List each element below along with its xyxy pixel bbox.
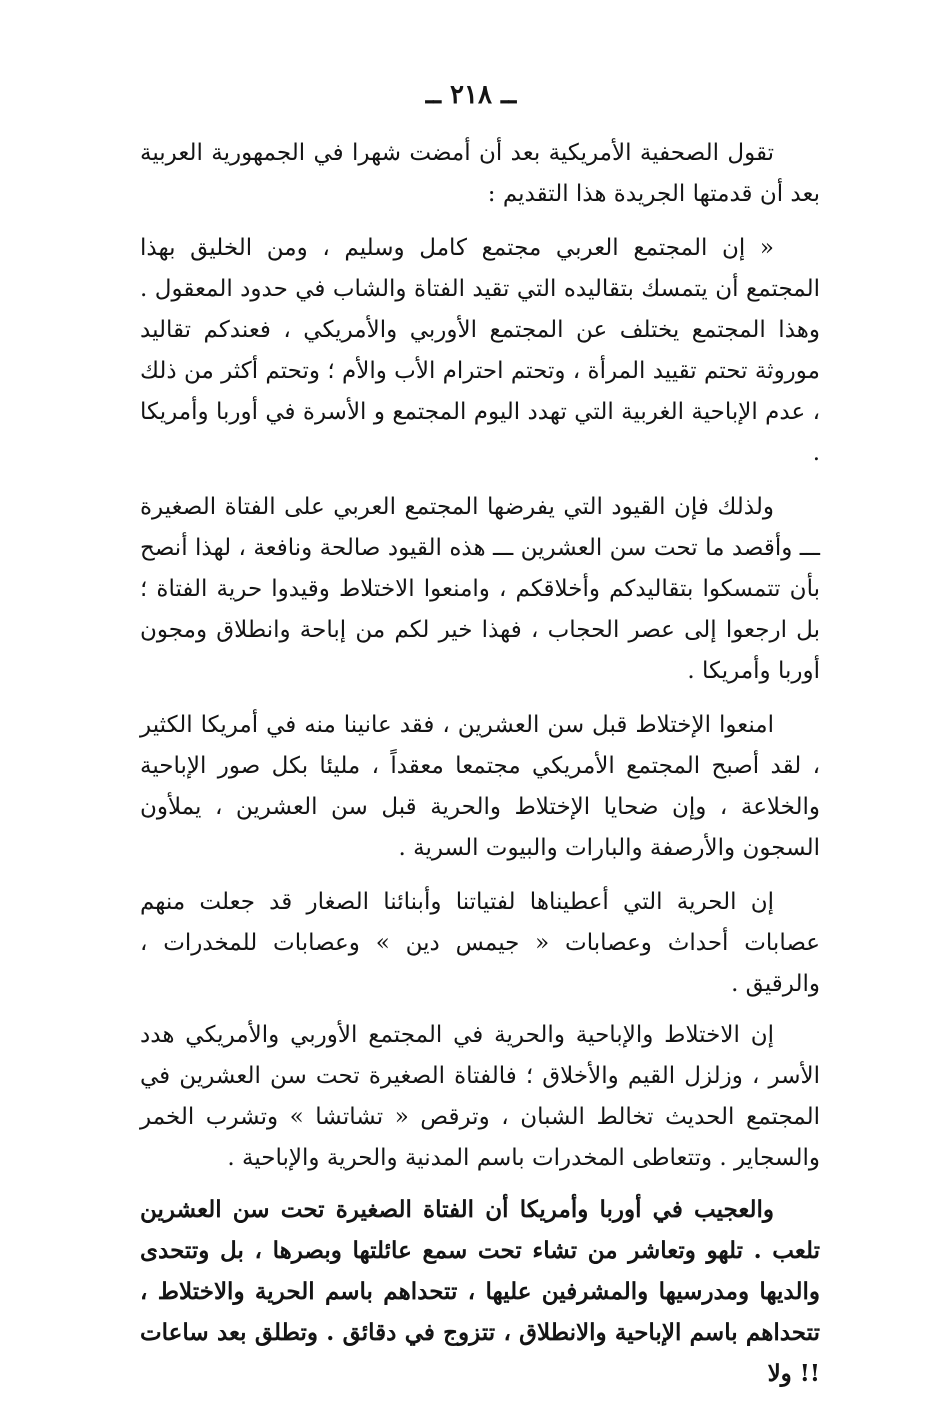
page-number: ــ ٢١٨ ــ xyxy=(425,80,517,110)
paragraph-intro: تقول الصحفية الأمريكية بعد أن أمضت شهرا في الجمهورية العربية بعد أن قدمتها الجريدة هذا التقديم : xyxy=(140,140,820,207)
paragraph-young-girl: والعجيب في أوربا وأمريكا أن الفتاة الصغيرة تحت سن العشرين تلعب . تلهو وتعاشر من تشاء تحت سمع عائلتها وبصرها ، بل وتتحدى والديها ومدرسيها والمشرفين عليها ، تتحداهم باسم الحرية والاختلاط ، تتحداهم باسم الإباحية والانطلاق ، تتزوج في دقائق . وتطلق بعد ساعات !! ولا xyxy=(140,1196,820,1387)
paragraph-restrictions: ولذلك فإن القيود التي يفرضها المجتمع العربي على الفتاة الصغيرة ـــ وأقصد ما تحت سن العشرين ـــ هذه القيود صالحة ونافعة ، لهذا أنصح بأن تتمسكوا بتقاليدكم وأخلاقكم ، وامنعوا الاختلاط وقيدوا حرية الفتاة ؛ بل ارجعوا إلى عصر الحجاب ، فهذا خير لكم من إباحة وانطلاق ومجون أوربا وأمريكا . xyxy=(140,494,820,684)
body-text xyxy=(140,133,820,1407)
paragraph-western-society: إن الاختلاط والإباحية والحرية في المجتمع الأوربي والأمريكي هدد الأسر ، وزلزل القيم والأخلاق ؛ فالفتاة الصغيرة تحت سن العشرين في المجتمع الحديث تخالط الشبان ، وترقص « تشاتشا » وتشرب الخمر والسجاير . وتتعاطى المخدرات باسم المدنية والحرية والإباحية . xyxy=(140,1022,820,1171)
paragraph-mixing-warning: امنعوا الإختلاط قبل سن العشرين ، فقد عانينا منه في أمريكا الكثير ، لقد أصبح المجتمع الأمريكي مجتمعا معقداً ، مليئا بكل صور الإباحية والخلاعة ، وإن ضحايا الإختلاط والحرية قبل سن العشرين ، يملأون السجون والأرصفة والبارات والبيوت السرية . xyxy=(140,712,820,861)
paragraph-freedom-gangs: إن الحرية التي أعطيناها لفتياتنا وأبنائنا الصغار قد جعلت منهم عصابات أحداث وعصابات « جيمس دين » وعصابات للمخدرات ، والرقيق . xyxy=(140,889,820,997)
paragraph-quote-start: « إن المجتمع العربي مجتمع كامل وسليم ، ومن الخليق بهذا المجتمع أن يتمسك بتقاليده التي تقيد الفتاة والشاب في حدود المعقول . وهذا المجتمع يختلف عن المجتمع الأوربي والأمريكي ، فعندكم تقاليد موروثة تحتم تقييد المرأة ، وتحتم احترام الأب والأم ؛ وتحتم أكثر من ذلك ، عدم الإباحية الغربية التي تهدد اليوم المجتمع و الأسرة في أوربا وأمريكا . xyxy=(140,235,820,466)
